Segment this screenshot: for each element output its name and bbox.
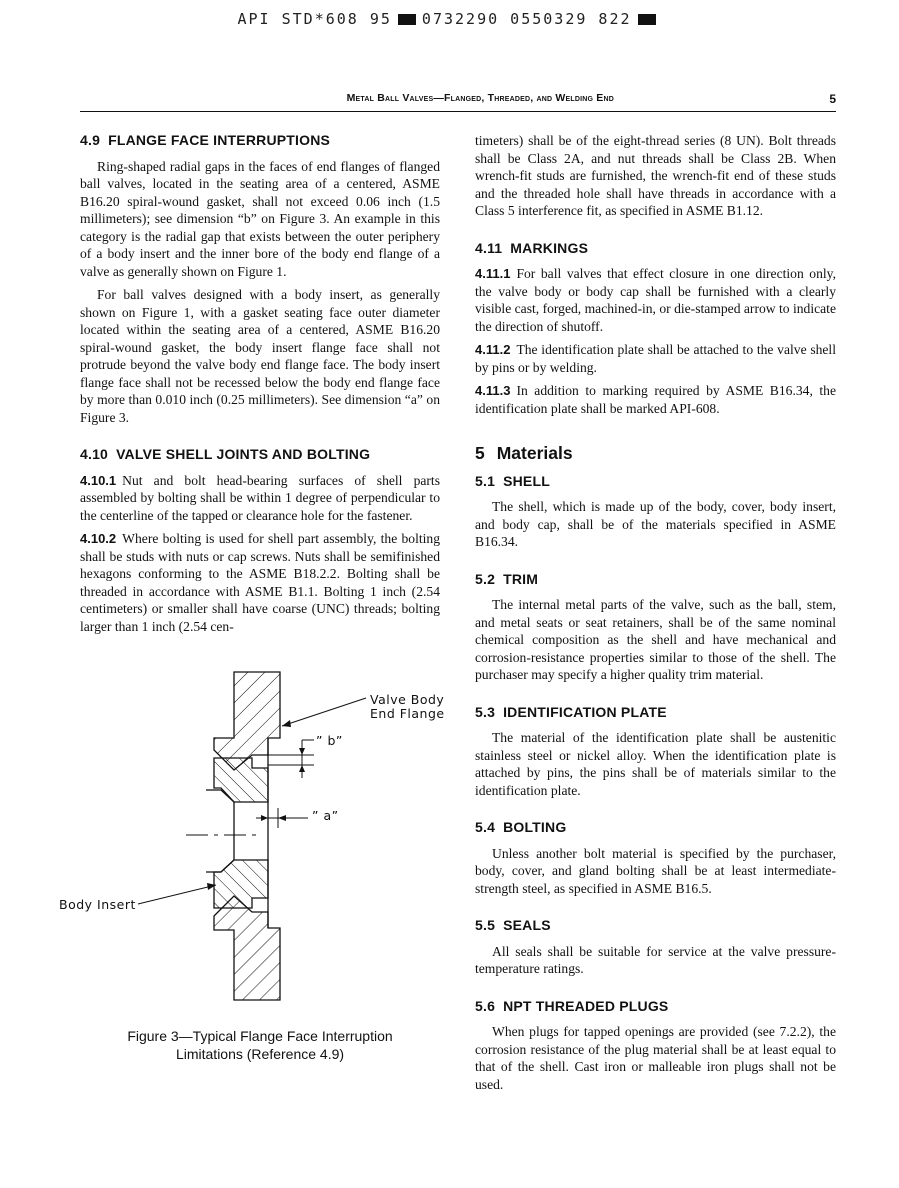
section-5-2-paragraph: The internal metal parts of the valve, such as the ball, stem, and metal seats or seat retainers, shall be of the same nominal chemical composition as the shell and have mechanical and corrosion-resistance properties similar to those of the shell. The purchaser may specify a higher quality trim material. <box>475 597 836 682</box>
section-4-9-heading: 4.9 FLANGE FACE INTERRUPTIONS <box>80 132 331 148</box>
paragraph-4-10-2: 4.10.2 Where bolting is used for shell part assembly, the bolting shall be studs with nuts or cap screws. Nuts shall be semifinished hexagons conforming to the ASME B18.2.2. Bolting shall be threaded in accordance with ASME B1.1. Bolting 1 inch (2.54 centimeters) or smaller shall have coarse (UNC) threads; bolting larger than 1 inch (2.54 cen- <box>80 531 440 634</box>
label-dimension-a: ” a” <box>312 808 339 823</box>
body-insert-upper <box>214 758 268 802</box>
continued-paragraph: timeters) shall be of the eight-thread series (8 UN). Bolt threads shall be Class 2A, and nut threads shall be Class 2B. When wrench-fit studs are furnished, the wrench-fit end of these studs and the threaded hole shall have threads in accordance with a Class 5 interference fit, as specified in ASME B1.12. <box>475 133 836 218</box>
section-5-6-paragraph: When plugs for tapped openings are provided (see 7.2.2), the corrosion resistance of the plug material shall be at least equal to that of the shell. Cast iron or malleable iron plugs shall not be used. <box>475 1024 836 1092</box>
document-stamp <box>0 10 899 28</box>
header-rule <box>80 111 836 112</box>
paragraph-4-11-1: 4.11.1 For ball valves that effect closure in one direction only, the valve body or body cap shall be furnished with a clearly visible cast, forged, machined-in, or die-stamped arrow to indicate the direction of shutoff. <box>475 266 836 334</box>
figure-3-caption: Figure 3—Typical Flange Face Interruption Limitations (Reference 4.9) <box>127 1028 393 1062</box>
stamp-right-text: 0732290 0550329 822 <box>421 10 632 28</box>
valve-body-end-flange-lower <box>214 896 280 1000</box>
paragraph-4-11-3: 4.11.3 In addition to marking required by ASME B16.34, the identification plate shall be marked API-608. <box>475 383 836 416</box>
stamp-left-text: API STD*608 95 <box>237 10 392 28</box>
stamp-block-mark <box>398 14 416 25</box>
body-insert-lower <box>214 860 268 908</box>
section-5-1-paragraph: The shell, which is made up of the body, cover, body insert, and body cap, shall be of the materials specified in ASME B16.34. <box>475 499 836 549</box>
inner-bore <box>206 790 234 872</box>
section-5-6-heading: 5.6 NPT THREADED PLUGS <box>475 997 669 1014</box>
paragraph-4-11-2: 4.11.2 The identification plate shall be attached to the valve shell by pins or by welding. <box>475 342 836 375</box>
section-4-10-heading: 4.10 VALVE SHELL JOINTS AND BOLTING <box>80 446 371 462</box>
section-5-4-paragraph: Unless another bolt material is specified by the purchaser, body, cover, and gland bolting shall be at least intermediate-strength steel, as specified in ASME B16.5. <box>475 845 836 896</box>
section-4-9-paragraph-2: For ball valves designed with a body insert, as generally shown on Figure 1, with a gasket seating face outer diameter located within the seating area of a centered, ASME B16.20 spiral-wound gasket, the body insert flange face shall not protrude beyond the valve body end flange face. The body insert flange face shall not be recessed below the body end flange face by more than 0.010 inch (0.25 millimeters). See dimension “a” on Figure 3. <box>80 287 440 425</box>
running-head-title: Metal Ball Valves—Flanged, Threaded, and Welding End <box>346 92 614 104</box>
figure-3 <box>56 660 466 1020</box>
section-5-2-heading: 5.2 TRIM <box>475 570 539 587</box>
section-5-4-heading: 5.4 BOLTING <box>475 819 567 835</box>
section-5-1-heading: 5.1 SHELL <box>475 472 550 489</box>
section-4-9-paragraph-1: Ring-shaped radial gaps in the faces of end flanges of flanged ball valves, located in the seating area of a centered, ASME B16.20 spiral-wound gasket, shall not exceed 0.06 inch (1.5 millimeters); see dimension “b” on Figure 3. An example in this category is the radial gap that exists between the outer periphery of a body insert and the inner bore of the body end flange of a valve as generally shown on Figure 1. <box>80 158 440 279</box>
section-5-5-heading: 5.5 SEALS <box>475 917 551 933</box>
label-body-insert: Body Insert <box>59 897 136 912</box>
label-dimension-b: ” b” <box>316 733 343 748</box>
right-column <box>475 132 836 1099</box>
running-head <box>80 92 836 108</box>
paragraph-4-10-1: 4.10.1 Nut and bolt head-bearing surfaces of shell parts assembled by bolting shall be within 1 degree of perpendicular to the centerline of the tapped or clearance hole for the fastener. <box>80 472 440 523</box>
stamp-block-mark <box>638 14 656 25</box>
label-valve-body: Valve Body <box>370 692 445 707</box>
valve-body-leader <box>282 698 366 726</box>
page-number: 5 <box>829 92 836 106</box>
section-4-11-heading: 4.11 MARKINGS <box>475 239 589 256</box>
section-5-heading: 5 Materials <box>475 443 573 463</box>
section-5-3-heading: 5.3 IDENTIFICATION PLATE <box>475 703 667 720</box>
section-5-3-paragraph: The material of the identification plate shall be austenitic stainless steel or nickel alloy. When the identification plate is attached by pins, the pins shall be of materials similar to the identification plate. <box>475 730 836 798</box>
left-column <box>80 132 440 641</box>
section-5-5-paragraph: All seals shall be suitable for service at the valve pressure-temperature ratings. <box>475 943 836 976</box>
body-insert-leader <box>138 885 216 904</box>
label-end-flange: End Flange <box>370 706 445 721</box>
